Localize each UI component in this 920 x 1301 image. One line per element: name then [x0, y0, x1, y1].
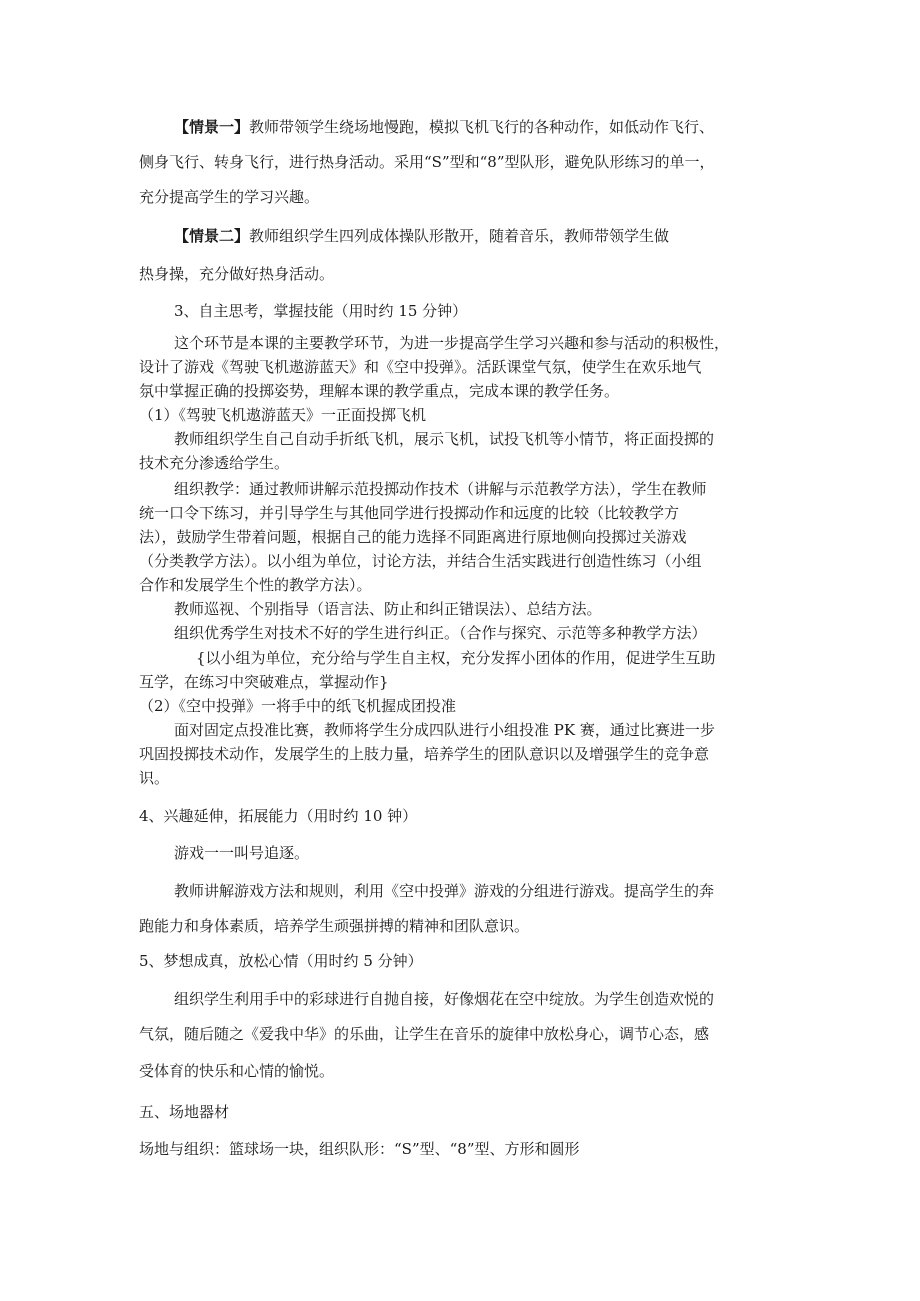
para-3-line-3: 氛中掌握正确的投掷姿势，理解本课的教学重点，完成本课的教学任务。: [139, 382, 620, 400]
para-8-line-2: 互学，在练习中突破难点，掌握动作}: [139, 673, 389, 691]
para-5-line-3: 法），鼓励学生带着问题，根据自己的能力选择不同距离进行原地侧向投掷过关游戏: [139, 528, 687, 546]
para-10: 游戏一一叫号追逐。: [174, 844, 310, 862]
para-4-line-2: 技术充分渗透给学生。: [139, 454, 290, 472]
para-5-line-1: 组织教学：通过教师讲解示范投掷动作技术（讲解与示范教学方法），学生在教师: [174, 480, 707, 498]
scene-one-label: 【情景一】: [174, 118, 250, 136]
para-5-line-2: 统一口令下练习，并引导学生与其他同学进行投掷动作和远度的比较（比较教学方: [139, 504, 680, 522]
para-12-line-2: 气氛，随后随之《爱我中华》的乐曲，让学生在音乐的旋律中放松身心，调节心态，感: [139, 1025, 710, 1043]
para-5-line-4: （分类教学方法）。以小组为单位，讨论方法，并结合生活实践进行创造性练习（小组: [139, 552, 702, 570]
section-five-heading: 五、场地器材: [139, 1103, 230, 1121]
para-3-line-1: 这个环节是本课的主要教学环节，为进一步提高学生学习兴趣和参与活动的积极性，: [174, 334, 730, 352]
para-6: 教师巡视、个别指导（语言法、防止和纠正错误法）、总结方法。: [174, 600, 602, 618]
section-3-heading: 3、自主思考，掌握技能（用时约 15 分钟）: [174, 302, 468, 320]
para-4-line-1: 教师组织学生自己自动手折纸飞机，展示飞机，试投飞机等小情节，将正面投掷的: [174, 430, 715, 448]
para-9-line-3: 识。: [139, 769, 170, 787]
para-8-line-1: {以小组为单位，充分给与学生自主权，充分发挥小团体的作用，促进学生互助: [196, 649, 716, 667]
scene-two-line-2: 热身操，充分做好热身活动。: [139, 265, 335, 283]
scene-one-line-3: 充分提高学生的学习兴趣。: [139, 188, 320, 206]
para-9-line-1: 面对固定点投准比赛，教师将学生分成四队进行小组投准 PK 赛，通过比赛进一步: [174, 721, 715, 739]
para-12-line-3: 受体育的快乐和心情的愉悦。: [139, 1062, 335, 1080]
scene-one-line-1: 【情景一】教师带领学生绕场地慢跑，模拟飞机飞行的各种动作，如低动作飞行、: [174, 118, 715, 136]
para-12-line-1: 组织学生利用手中的彩球进行自抛自接，好像烟花在空中绽放。为学生创造欢悦的: [174, 990, 715, 1008]
para-11-line-2: 跑能力和身体素质，培养学生顽强拼搏的精神和团队意识。: [139, 917, 530, 935]
para-9-line-2: 巩固投掷技术动作，发展学生的上肢力量，培养学生的团队意识以及增强学生的竞争意: [139, 745, 710, 763]
para-3-line-2: 设计了游戏《驾驶飞机遨游蓝天》和《空中投弹》。活跃课堂气氛，使学生在欢乐地气: [139, 358, 702, 376]
scene-two-line-1: 【情景二】教师组织学生四列成体操队形散开，随着音乐，教师带领学生做: [174, 227, 670, 245]
section-5-heading: 5、梦想成真，放松心情（用时约 5 分钟）: [139, 952, 423, 970]
scene-two-label: 【情景二】: [174, 227, 250, 245]
subsection-1-heading: （1）《驾驶飞机遨游蓝天》一正面投掷飞机: [139, 406, 427, 424]
venue-equipment-line: 场地与组织：篮球场一块，组织队形：“S”型、“8”型、方形和圆形: [139, 1140, 580, 1158]
subsection-2-heading: （2）《空中投弹》一将手中的纸飞机握成团投准: [139, 697, 457, 715]
para-7: 组织优秀学生对技术不好的学生进行纠正。（合作与探究、示范等多种教学方法）: [174, 624, 707, 642]
para-5-line-5: 合作和发展学生个性的教学方法）。: [139, 576, 372, 594]
scene-one-line-2: 侧身飞行、转身飞行，进行热身活动。采用“S”型和“8”型队形，避免队形练习的单一，: [139, 153, 715, 171]
para-11-line-1: 教师讲解游戏方法和规则，利用《空中投弹》游戏的分组进行游戏。提高学生的奔: [174, 882, 715, 900]
section-4-heading: 4、兴趣延伸，拓展能力（用时约 10 钟）: [139, 807, 418, 825]
